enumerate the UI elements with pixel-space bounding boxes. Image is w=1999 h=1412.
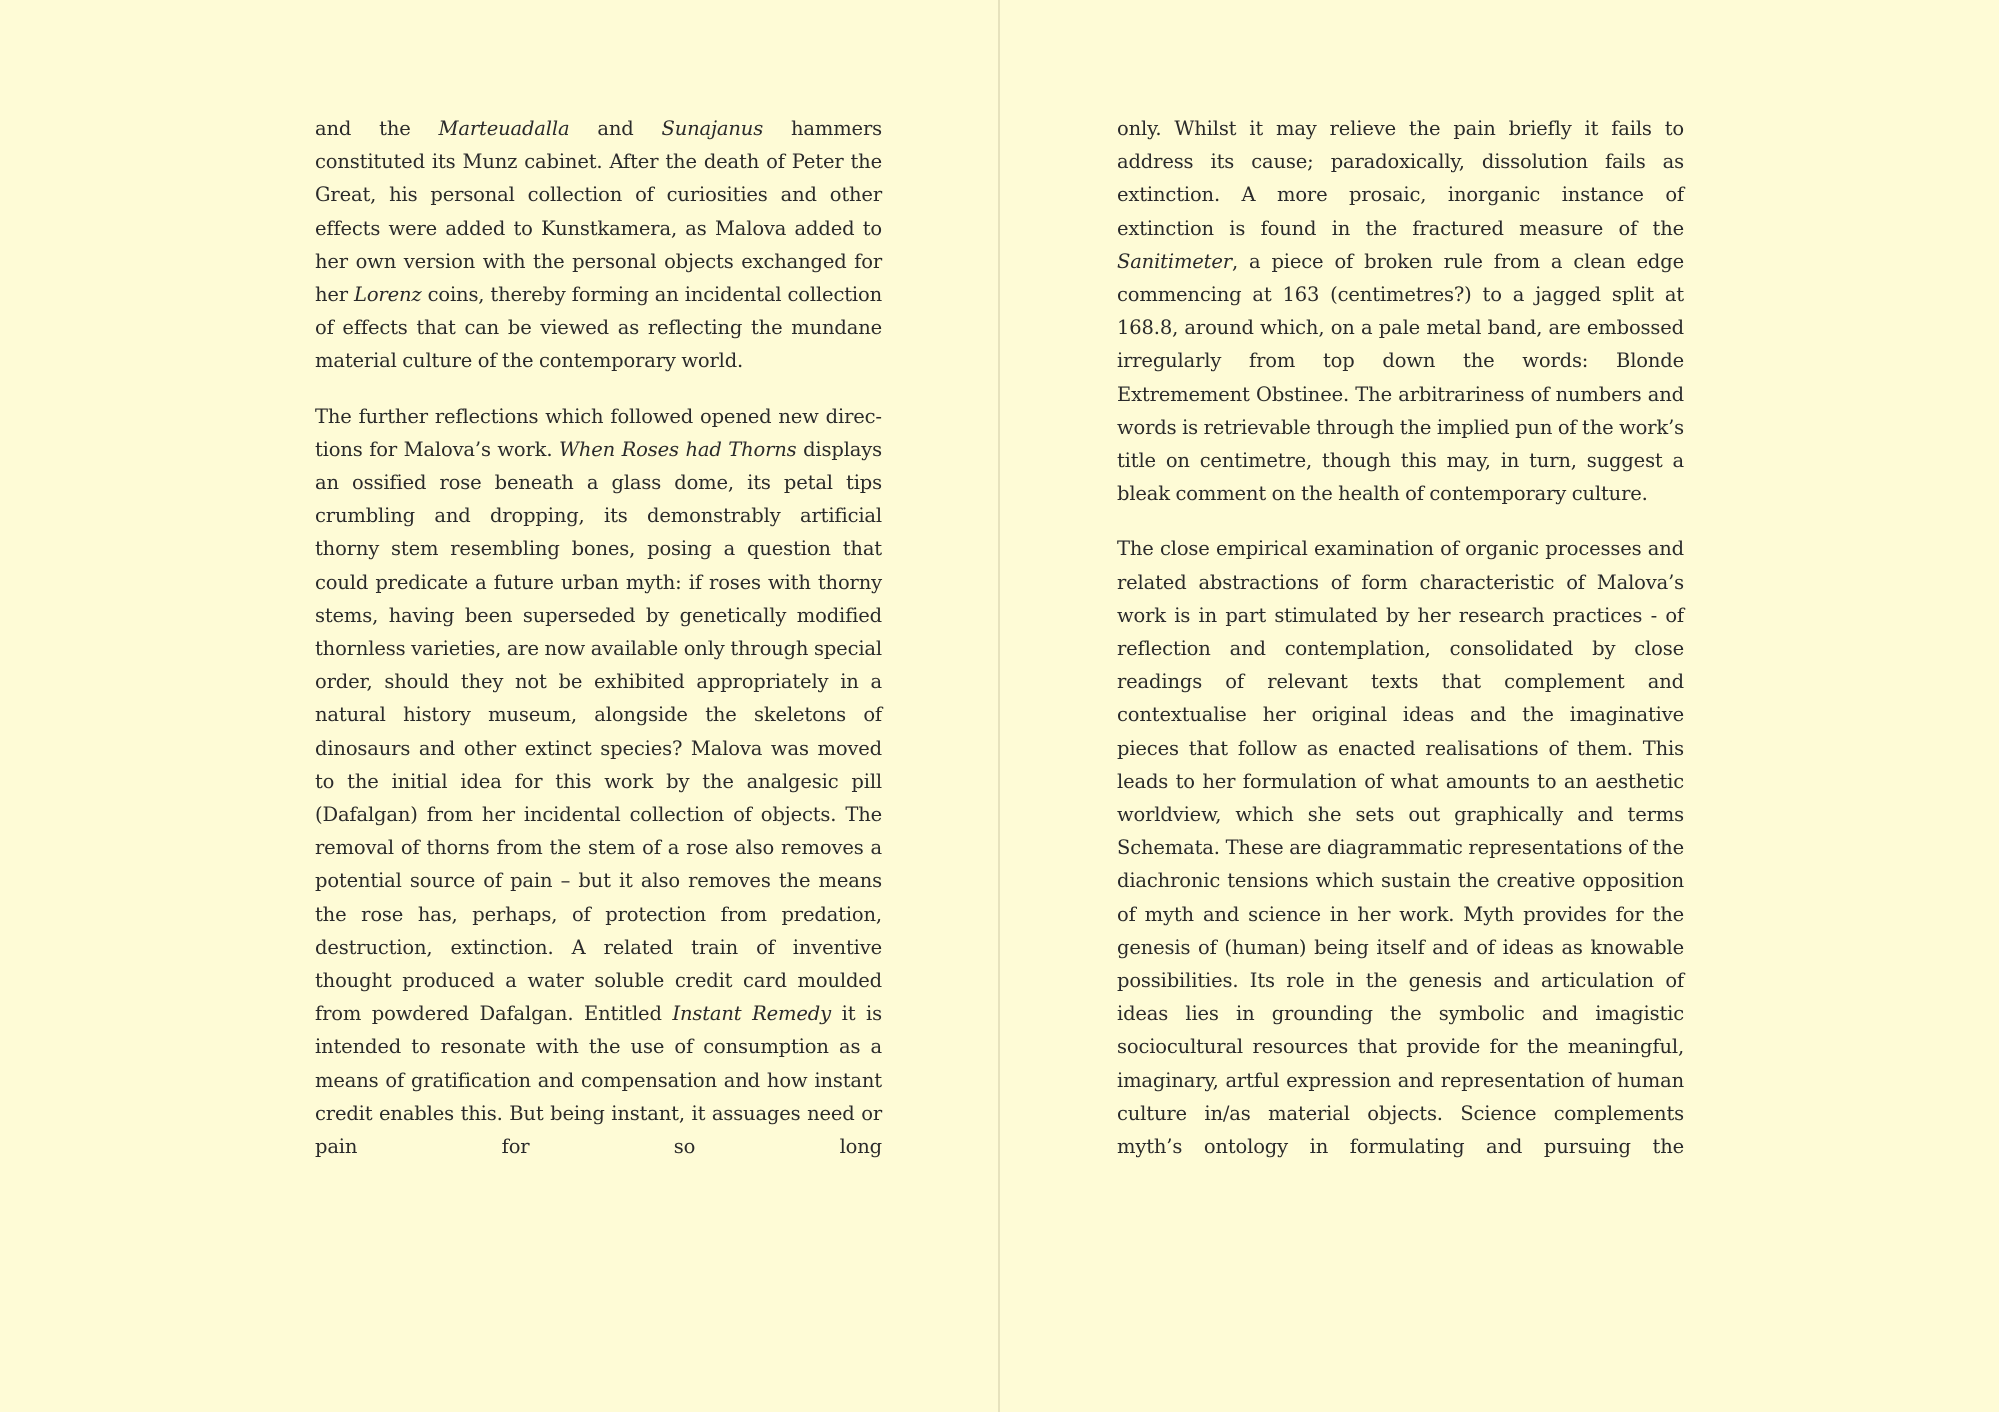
text-run: coins, thereby forming an incidental collection of effects that can be viewed as reflecting the mundane material culture of the contemporary world.: [315, 283, 882, 373]
left-paragraph-1: [315, 112, 882, 378]
left-page: [315, 112, 882, 1185]
text-run: The further reflections which followed opened new directions for Malova’s work.: [315, 404, 882, 461]
right-page: [1117, 112, 1684, 1185]
page-gutter: [998, 0, 1000, 1412]
text-run: , a piece of broken rule from a clean edge commencing at 163 (centimetres?) to a jagged split at 168.8, around which, on a pale metal band, are embossed irregularly from top down the words: Blonde Extremement Obstinee. The arbitrariness of numbers and words is retrievable through the implied pun of the work’s title on centimetre, though this may, in turn, suggest a bleak comment on the health of contemporary culture.: [1117, 249, 1684, 506]
italic-title: Lorenz: [354, 283, 422, 307]
text-run: displays an ossified rose beneath a glass dome, its petal tips crumbling and dropping, its demonstrably artificial thorny stem resembling bones, posing a question that could predicate a future urban myth: if roses with thorny stems, having been superseded by genetically modified thornless varieties, are now available only through special order, should they not be exhibited appropriately in a natural history museum, alongside the skeletons of dinosaurs and other extinct species? Malova was moved to the initial idea for this work by the analgesic pill (Dafalgan) from her incidental collection of objects. The removal of thorns from the stem of a rose also removes a potential source of pain – but it also removes the means the rose has, perhaps, of protection from predation, destruction, extinction. A related train of inventive thought produced a water soluble credit card moulded from powdered Dafalgan. Entitled: [315, 437, 882, 1026]
text-run: it is intended to resonate with the use of consumption as a means of gratification and compensation and how instant credit enables this. But being instant, it assuages need or pain for so long: [315, 1002, 882, 1159]
text-run: The close empirical examination of organic processes and related abstractions of form characteristic of Malova’s work is in part stimulated by her research practices - of reflection and contemplation, consolidated by close readings of relevant texts that complement and contextualise her original ideas and the imaginative pieces that follow as enacted realisations of them. This leads to her formulation of what amounts to an aesthetic worldview, which she sets out graphically and terms Schemata. These are diagrammatic representations of the diachronic tensions which sustain the creative opposition of myth and science in her work. Myth provides for the genesis of (human) being itself and of ideas as knowable possibilities. Its role in the genesis and articulation of ideas lies in grounding the symbolic and imagistic sociocultural resources that provide for the meaningful, imaginary, artful expression and representation of human culture in/as material objects. Science complements myth’s ontology in formulating and pursuing the: [1117, 537, 1684, 1159]
italic-title: Instant Remedy: [672, 1002, 831, 1026]
text-run: and: [569, 117, 662, 140]
text-run: only. Whilst it may relieve the pain briefly it fails to address its cause; paradoxically, dissolution fails as extinction. A more prosaic, inorganic instance of extinction is found in the fractured measure of the: [1117, 117, 1684, 240]
text-run: and the: [315, 117, 439, 140]
text-run: hammers constituted its Munz cabinet. After the death of Peter the Great, his personal collection of curiosities and other effects were added to Kunstkamera, as Malova added to her own version with the personal objects exchanged for her: [315, 117, 882, 307]
right-paragraph-1: [1117, 112, 1684, 510]
italic-title: Sanitimeter: [1117, 249, 1232, 273]
italic-title: Marteuadalla: [438, 117, 570, 140]
italic-title: When Roses had Thorns: [558, 437, 797, 461]
italic-title: Sunajanus: [661, 117, 764, 140]
left-paragraph-2: [315, 400, 882, 1164]
right-paragraph-2: [1117, 532, 1684, 1163]
